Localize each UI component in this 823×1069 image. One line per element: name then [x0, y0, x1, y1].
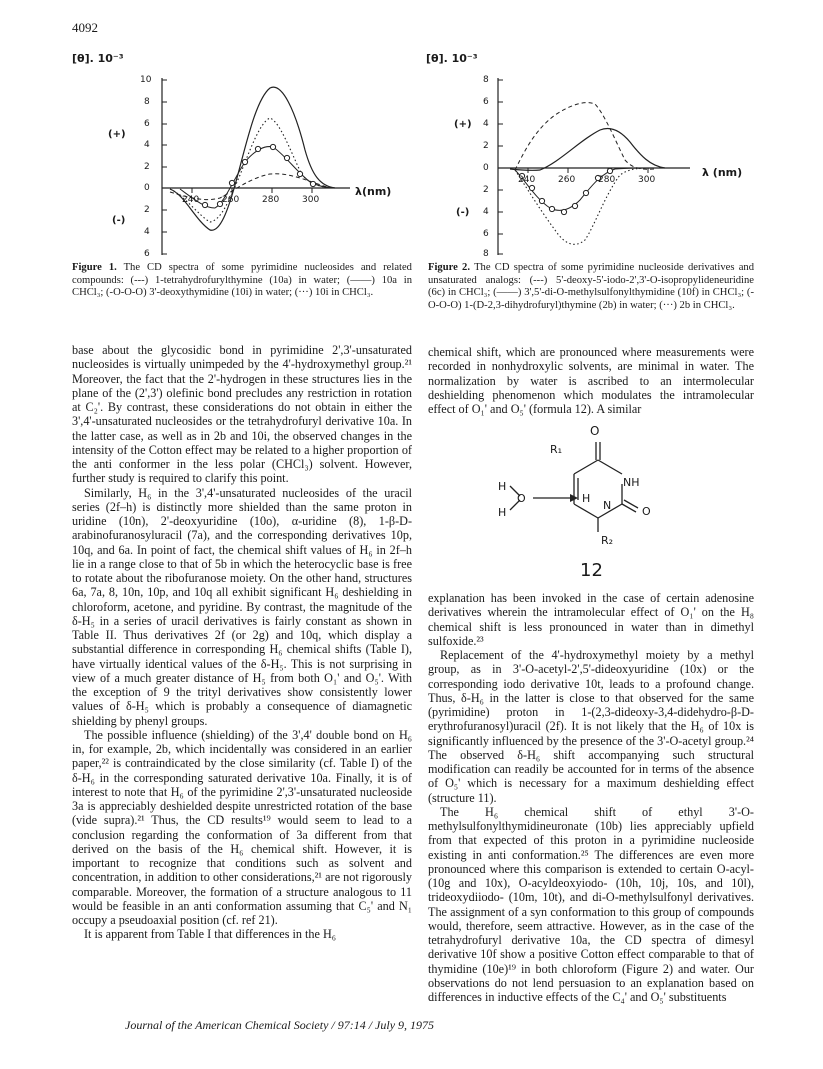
figure1-ytick: 4	[144, 140, 150, 150]
right-column-top	[428, 345, 754, 416]
paragraph: chemical shift, which are pronounced where measurements were recorded in nonhydroxylic solvents, are minimal in water. The normalization by water is ascribed to an intermolecular deshielding phenomenon which modulates the intramolecular effect of O₁' and O₅' (formula 12). A similar	[428, 345, 754, 416]
figure2-negative-label: (-)	[456, 207, 470, 218]
figure1-ytick: 4	[144, 227, 150, 237]
paragraph: explanation has been invoked in the case of certain adenosine derivatives wherein the intramolecular effect of O₁' on the H₈ chemical shift is less pronounced in water than in dimethyl sulfoxide.²³	[428, 591, 754, 648]
figure1-ytick: 6	[144, 119, 150, 129]
structure-o-top: O	[590, 424, 600, 438]
figure2-xtick: 280	[598, 175, 616, 185]
figure1-xtick: 240	[182, 195, 200, 205]
figure2-ytick: 6	[483, 229, 489, 239]
figure1-x-unit: λ(nm)	[355, 185, 392, 198]
figure1-plot	[110, 70, 430, 270]
structure-h-mid: H	[582, 492, 591, 505]
figure1-ytick: 8	[144, 97, 150, 107]
structure-nh: NH	[623, 476, 640, 489]
figure2-caption-text: The CD spectra of some pyrimidine nucleoside derivatives and unsaturated analogs: (---) 5'-deoxy-5'-iodo-2',3'-O-isopropylideneuridine (6c) in CHCl₃; (——) 3',5'-di-O-methylsulfonylthymidine (10f) in CHCl₃; (-O-O-O) 1-(D-2,3-dihydrofuryl)thymine (2b) in water; (···) 2b in CHCl₃.	[428, 262, 754, 311]
figure2-caption-title: Figure 2.	[428, 262, 471, 273]
figure1-caption	[72, 262, 412, 300]
journal-footer: Journal of the American Chemical Society / 97:14 / July 9, 1975	[125, 1018, 435, 1032]
paragraph: The possible influence (shielding) of the 3',4' double bond on H₆ in, for example, 2b, which incidentally was considered in an earlier paper,²² is contraindicated by the close similarity (cf. Table I) of the δ-H₆ in the corresponding saturated derivative 10a. Finally, it is of interest to note that H₆ of the pyrimidine 2',3'-unsaturated nucleoside 3a is appreciably deshielded despite unrestricted rotation of the base (vide supra).²¹ Thus, the CD results¹⁹ would seem to lead to a conclusion regarding the conformation of 3a different from that derived on the basis of the H₆ chemical shift. However, it is important to recognize that conditions such as solvent and concentration, in addition to other considerations,²¹ are not rigorously comparable. Moreover, the formation of a structure analogous to 11 would be feasible in an anti conformation assuming that C₅' and N₁ occupy a pseudoaxial position (cf. ref 21).	[72, 727, 412, 927]
structure-r1: R₁	[550, 443, 563, 456]
paragraph: base about the glycosidic bond in pyrimidine 2',3'-unsaturated nucleosides is virtually unimpeded by the 4'-hydroxymethyl group.²¹ Moreover, the fact that the 2'-hydrogen in these structures lies in the plane of the (2',3') olefinic bond precludes any restriction in rotation at C₂'. By contrast, these considerations do not obtain in either the 3',4'-unsaturated nucleosides or the tetrahydrofuryl derivative 10a. In the latter case, as well as in 2b and 10i, the observed changes in the intensity of the Cotton effect may be related to a higher proportion of the anti conformer in the less polar (CHCl₃) solvent. However, further study is required to clarify this point.	[72, 343, 412, 486]
structure-number: 12	[580, 560, 603, 581]
structure-r2: R₂	[601, 534, 614, 547]
figure2-ytick: 0	[483, 163, 489, 173]
structure-o-right: O	[642, 505, 651, 518]
figure1-xtick: 300	[302, 195, 320, 205]
figure1-ytick: 10	[140, 75, 152, 85]
figure2-y-axis-label: [θ]. 10⁻³	[426, 52, 478, 65]
figure1-caption-title: Figure 1.	[72, 262, 117, 273]
figure2-ytick: 6	[483, 97, 489, 107]
figure2-x-unit: λ (nm)	[702, 166, 743, 179]
figure2-caption	[428, 262, 754, 312]
left-column	[72, 343, 412, 942]
figure1-y-axis-label: [θ]. 10⁻³	[72, 52, 124, 65]
paragraph: It is apparent from Table I that differences in the H₆	[84, 927, 337, 942]
figure2-xtick: 300	[638, 175, 656, 185]
figure2-positive-label: (+)	[454, 119, 472, 130]
figure2-ytick: 8	[483, 75, 489, 85]
page-number: 4092	[72, 20, 98, 35]
paragraph: Similarly, H₆ in the 3',4'-unsaturated nucleosides of the uracil series (2f–h) is distinctly more shielded than the same proton in uridine (10n), 2'-deoxyuridine (10o), α-uridine (8), 1-β-D-arabinofuranosyluracil (7a), and the corresponding derivatives 10p, 10q, and 6a. In point of fact, the chemical shift values of H₆ in 2f–h lie in a range close to that of 5b in which the heterocyclic base is free to rotate about the ribofuranose moiety. On the other hand, structures 6a, 7a, 8, 10n, 10p, and 10q all exhibit significant H₆ deshielding in chloroform, acetone, and pyridine. By contrast, the magnitude of the δ-H₅ in a series of uracil derivatives is fairly constant as shown in Table II. Thus derivatives 2f (or 2g) and 10q, which display a substantial difference in corresponding H₆ chemical shifts (Table I), have virtually identical values of the δ-H₅. This is not surprising in view of a much greater distance of H₅ from both O₁' and O₅'. With the exception of 9 the trityl derivatives show consistently lower values of δ-H₅ which is probably a consequence of diamagnetic shielding by phenyl groups.	[72, 485, 412, 728]
figure2-ytick: 4	[483, 119, 489, 129]
structure-n: N	[603, 499, 612, 512]
figure1-ytick: 0	[144, 183, 150, 193]
right-column-bottom	[428, 591, 754, 1004]
figure2-ytick: 2	[483, 141, 489, 151]
figure2-ytick: 8	[483, 249, 489, 259]
paragraph: The H₆ chemical shift of ethyl 3'-O-methylsulfonylthymidineuronate (10b) lies appreciably upfield from that expected of this proton in a pyrimidine nucleoside existing in anti conformation.²⁵ The differences are even more pronounced where this comparison is extended to certain O-acyl- (10g and 10x), O-acyldeoxyiodo- (10h, 10j, 10s, and 10l), trideoxydiiodo- (10m, 10t), and di-O-methylsulfonyl derivatives. The assignment of a syn conformation to this group of compounds would, therefore, seem attractive. However, as in the case of the tetrahydrofuryl derivative 10a, the CD spectra of dimesyl derivative 10f show a positive Cotton effect comparable to that of thymidine (10e)¹⁹ in both chloroform (Figure 2) and water. Our observations do not lend persuasion to an explanation based on differences in inductive effects of the C₄' and O₅' substituents	[428, 804, 754, 1004]
figure1-caption-text: The CD spectra of some pyrimidine nucleosides and related compounds: (---) 1-tetrahydrofurylthymine (10a) in water; (——) 10a in CHCl₃; (-O-O-O) 3'-deoxythymidine (10i) in water; (···) 10i in CHCl₃.	[72, 262, 412, 299]
figure2-xtick: 260	[558, 175, 576, 185]
figure1-positive-label: (+)	[108, 129, 126, 140]
figure2-xtick: 240	[518, 175, 536, 185]
figure1-ytick: 2	[144, 205, 150, 215]
structure-h-top: H	[498, 480, 507, 493]
structure-o-water: O	[517, 492, 526, 505]
figure1-negative-label: (-)	[112, 215, 126, 226]
structure-h-bottom: H	[498, 506, 507, 519]
figure1-xtick: 280	[262, 195, 280, 205]
figure1-ytick: 2	[144, 162, 150, 172]
figure1-ytick: 6	[144, 249, 150, 259]
figure2-ytick: 4	[483, 207, 489, 217]
figure2-ytick: 2	[483, 185, 489, 195]
paragraph: Replacement of the 4'-hydroxymethyl moiety by a methyl group, as in 3'-O-acetyl-2',5'-dideoxyuridine (10x) or the corresponding iodo derivative 10t, leads to a profound change. Thus, δ-H₆ in the latter is close to that observed for the same (pyrimidine) proton in 1-(2,3-dideoxy-3,4-didehydro-β-D-erythrofuranosyl)uracil (2f). It is not likely that the H₆ of 10x is significantly influenced by the presence of the 3'-O-acetyl group.²⁴ The observed δ-H₆ shift accompanying such structural modification can readily be accounted for in terms of the absence of O₅' which is necessary for a maximum deshielding effect (structure 11).	[428, 648, 754, 805]
figure1-xtick: 260	[222, 195, 240, 205]
